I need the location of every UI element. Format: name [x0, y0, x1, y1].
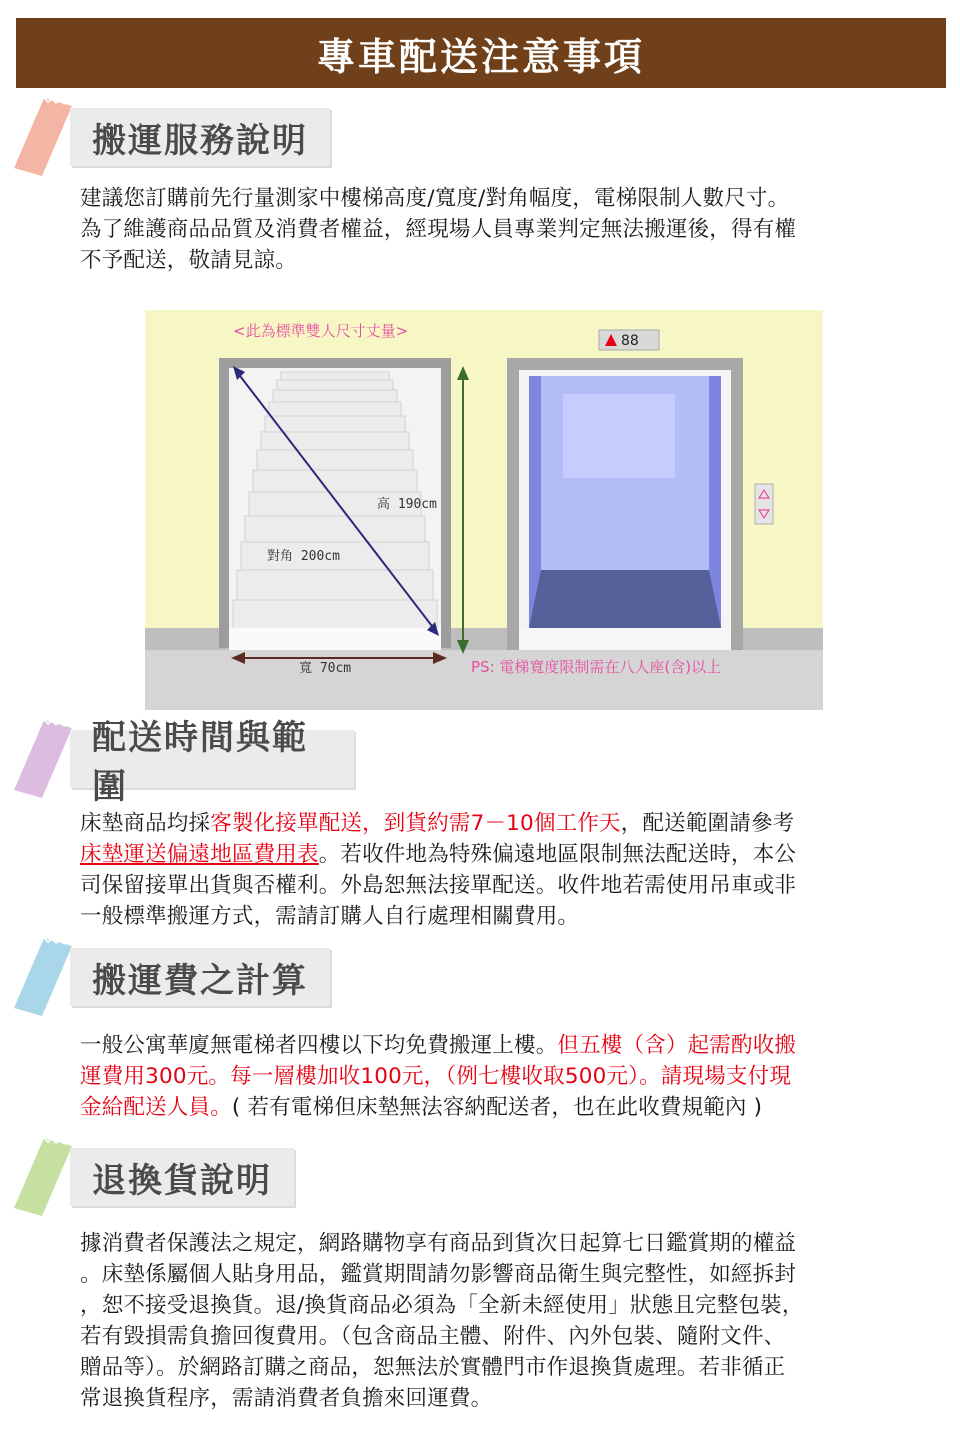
text-line: 。床墊係屬個人貼身用品，鑑賞期間請勿影響商品衛生與完整性，如經拆封: [80, 1262, 797, 1287]
text-line: 若有毀損需負擔回復費用。（包含商品主體、附件、內外包裝、隨附文件、: [80, 1324, 786, 1349]
heading-text: 配送時間與範圍: [92, 718, 308, 807]
text-span: 床墊商品均採: [80, 811, 211, 836]
moving-fee-paragraph: [80, 1030, 930, 1123]
section-heading-delivery-time: [14, 718, 354, 808]
heading-box: [70, 948, 330, 1006]
heading-box: [70, 108, 330, 166]
moving-service-paragraph: [80, 183, 930, 276]
text-line: [80, 1030, 930, 1061]
text-line: 不予配送，敬請見諒。: [80, 248, 298, 273]
text-line: [80, 808, 930, 839]
tape-decoration-icon: [14, 936, 74, 1018]
tape-decoration-icon: [14, 1136, 74, 1218]
tape-decoration-icon: [14, 718, 74, 800]
text-line: 為了維護商品品質及消費者權益，經現場人員專業判定無法搬運後，得有權: [80, 217, 797, 242]
heading-box: [70, 1148, 294, 1206]
section-heading-return-policy: [14, 1136, 354, 1226]
text-line: 一般標準搬運方式，需請訂購人自行處理相關費用。: [80, 904, 580, 929]
text-line: 司保留接單出貨與否權利。外島恕無法接單配送。收件地若需使用吊車或非: [80, 873, 797, 898]
text-line: 建議您訂購前先行量測家中樓梯高度/寬度/對角幅度，電梯限制人數尺寸。: [80, 186, 790, 211]
section-heading-moving-service: [14, 96, 354, 186]
return-policy-paragraph: [80, 1228, 930, 1414]
stair-elevator-illustration: [145, 310, 823, 710]
highlight-text: 但五樓（含）起需酌收搬: [557, 1033, 797, 1058]
delivery-time-paragraph: [80, 808, 930, 932]
height-label: 高 190cm: [377, 497, 437, 512]
text-line: [80, 1092, 930, 1123]
text-line: 運費用300元。每一層樓加收100元，（例七樓收取500元）。請現場支付現: [80, 1064, 792, 1089]
floor-number: 88: [621, 333, 639, 349]
title-banner: [16, 18, 946, 88]
width-label: 寬 70cm: [299, 661, 352, 676]
text-line: ，恕不接受退換貨。退/換貨商品必須為「全新未經使用」狀態且完整包裝，: [80, 1293, 804, 1318]
page-title: 專車配送注意事項: [316, 34, 645, 79]
text-line: [80, 839, 930, 870]
text-line: 贈品等）。於網路訂購之商品，恕無法於實體門市作退換貨處理。若非循正: [80, 1355, 786, 1380]
heading-text: 搬運費之計算: [92, 960, 308, 1001]
text-line: 據消費者保護法之規定，網路購物享有商品到貨次日起算七日鑑賞期的權益: [80, 1231, 797, 1256]
diagonal-label: 對角 200cm: [267, 549, 340, 564]
text-span: 。若收件地為特殊偏遠地區限制無法配送時，本公: [318, 842, 797, 867]
section-heading-moving-fee: [14, 936, 354, 1026]
tape-decoration-icon: [14, 96, 74, 178]
text-span: ( 若有電梯但床墊無法容納配送者，也在此收費規範內 ): [231, 1095, 763, 1120]
standard-note-label: <此為標準雙人尺寸丈量>: [233, 322, 409, 340]
text-span: ，配送範圍請參考: [620, 811, 795, 836]
text-span: 一般公寓華廈無電梯者四樓以下均免費搬運上樓。: [80, 1033, 558, 1058]
heading-text: 搬運服務說明: [92, 120, 308, 161]
ps-note-label: PS: 電梯寬度限制需在八人座(含)以上: [471, 658, 722, 676]
highlight-text: 金給配送人員。: [80, 1095, 232, 1120]
remote-area-fee-link[interactable]: 床墊運送偏遠地區費用表: [80, 842, 319, 867]
heading-text: 退換貨說明: [92, 1160, 272, 1201]
heading-box: [70, 718, 354, 807]
text-line: 常退換貨程序，需請消費者負擔來回運費。: [80, 1386, 493, 1411]
highlight-text: 客製化接單配送，到貨約需7－10個工作天: [210, 811, 621, 836]
